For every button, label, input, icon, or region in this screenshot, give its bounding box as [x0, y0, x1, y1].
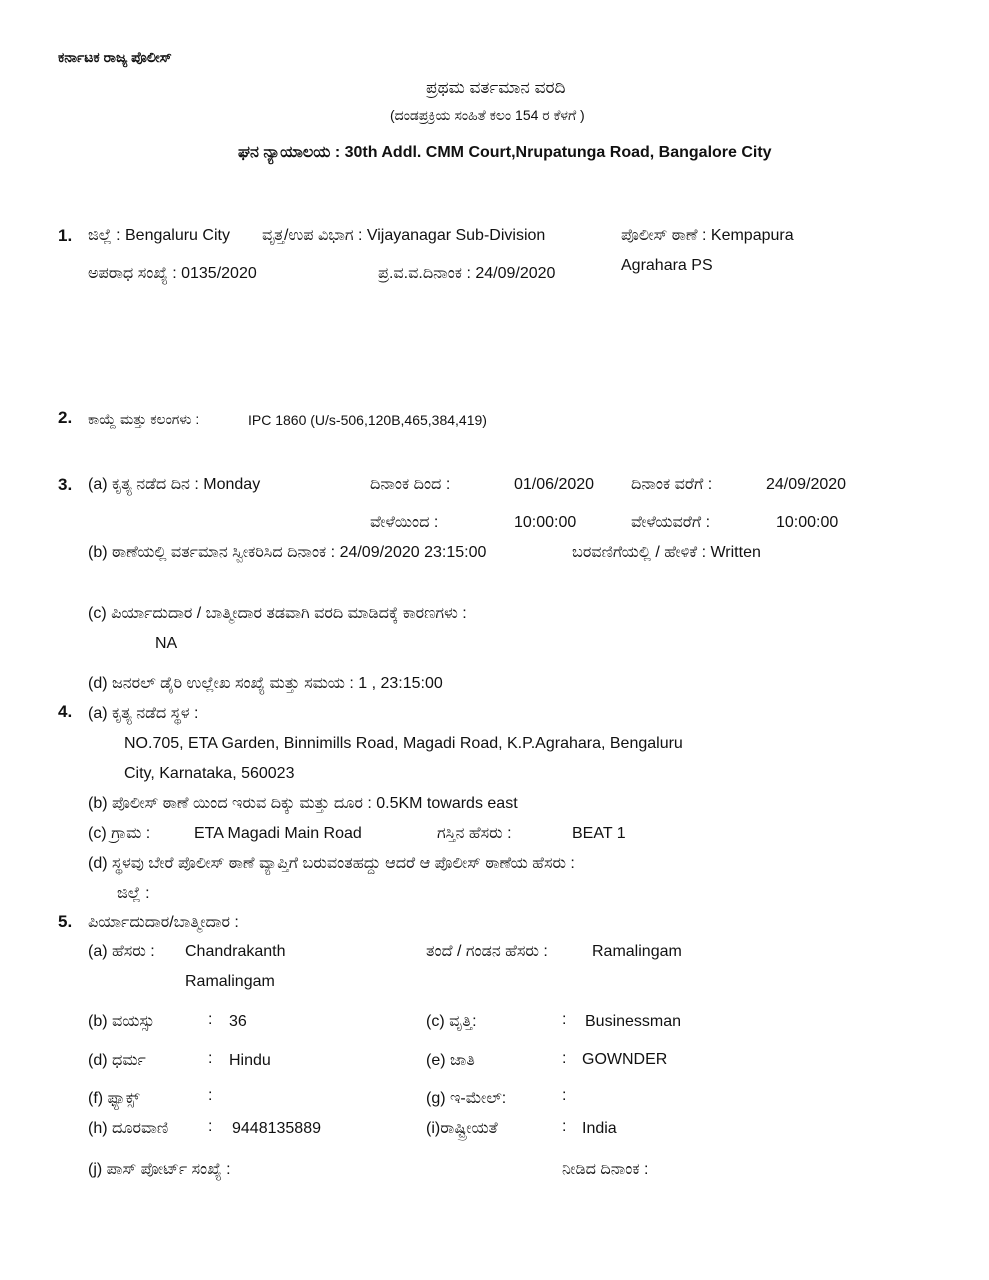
nationality-label: (i)ರಾಷ್ಟ್ರೀಯತೆ: [426, 1120, 498, 1137]
father-label: ತಂದೆ / ಗಂಡನ ಹೆಸರು :: [426, 943, 548, 960]
delay-reason-label: (c) ಪಿರ್ಯಾದುದಾರ / ಬಾತ್ಮೀದಾರ ತಡವಾಗಿ ವರದಿ ಮಾಡಿದಕ್ಕೆ ಕಾರಣಗಳು :: [88, 605, 467, 622]
section-3-number: 3.: [58, 475, 73, 494]
court-line: ಘನ ನ್ಯಾಯಾಲಯ : 30th Addl. CMM Court,Nrupatunga Road, Bangalore City: [238, 144, 772, 161]
section-5-number: 5.: [58, 912, 73, 931]
act-value: IPC 1860 (U/s-506,120B,465,384,419): [248, 412, 487, 428]
father-value: Ramalingam: [592, 943, 682, 960]
religion-label: (d) ಧರ್ಮ: [88, 1052, 146, 1069]
caste-value: GOWNDER: [582, 1051, 668, 1068]
info-mode: ಬರವಣಿಗೆಯಲ್ಲಿ / ಹೇಳಿಕೆ : Written: [572, 544, 761, 561]
org-name: ಕರ್ನಾಟಕ ರಾಜ್ಯ ಪೊಲೀಸ್: [58, 49, 172, 65]
religion-value: Hindu: [229, 1052, 271, 1069]
email-label: (g) ಇ-ಮೇಲ್:: [426, 1090, 507, 1107]
beat-value: BEAT 1: [572, 825, 626, 842]
name-value-2: Ramalingam: [185, 973, 275, 990]
act-label: ಕಾಯ್ದೆ ಮತ್ತು ಕಲಂಗಳು :: [88, 411, 200, 427]
direction-distance: (b) ಪೊಲೀಸ್ ಠಾಣೆ ಯಿಂದ ಇರುವ ದಿಕ್ಕು ಮತ್ತು ದೂರ : 0.5KM towards east: [88, 795, 518, 812]
village-label: (c) ಗ್ರಾಮ :: [88, 825, 151, 842]
from-time-label: ವೇಳೆಯಿಂದ :: [370, 514, 439, 531]
from-date: 01/06/2020: [514, 476, 595, 493]
address-line-1: NO.705, ETA Garden, Binnimills Road, Magadi Road, K.P.Agrahara, Bengaluru: [124, 735, 683, 752]
fax-label: (f) ಫ್ಯಾಕ್ಸ್: [88, 1090, 140, 1107]
division: ವೃತ್ತ/ಉಪ ವಿಭಾಗ : Vijayanagar Sub-Division: [262, 227, 546, 244]
document-subtitle: (ದಂಡಪ್ರಕ್ರಿಯ ಸಂಹಿತೆ ಕಲಂ 154 ರ ಕೆಳಗೆ ): [390, 107, 585, 123]
phone-value: 9448135889: [232, 1120, 321, 1137]
fir-date: ಪ್ರ.ವ.ವ.ದಿನಾಂಕ : 24/09/2020: [378, 265, 556, 282]
police-station-cont: Agrahara PS: [621, 257, 713, 274]
phone-label: (h) ದೂರವಾಣಿ: [88, 1120, 169, 1137]
section-2-number: 2.: [58, 408, 73, 427]
name-value-1: Chandrakanth: [185, 943, 286, 960]
district: ಜಿಲ್ಲೆ : Bengaluru City: [88, 227, 230, 244]
email-colon: :: [562, 1087, 567, 1104]
complainant-title: ಪಿರ್ಯಾದುದಾರ/ಬಾತ್ಮೀದಾರ :: [88, 914, 239, 931]
nationality-value: India: [582, 1120, 617, 1137]
crime-day: (a) ಕೃತ್ಯ ನಡೆದ ದಿನ : Monday: [88, 476, 261, 493]
crime-number: ಅಪರಾಧ ಸಂಖ್ಯೆ : 0135/2020: [88, 265, 257, 282]
to-date-label: ದಿನಾಂಕ ವರೆಗೆ :: [631, 476, 713, 493]
beat-label: ಗಸ್ತಿನ ಹೆಸರು :: [437, 825, 512, 842]
to-date: 24/09/2020: [766, 476, 847, 493]
info-received: (b) ಠಾಣೆಯಲ್ಲಿ ವರ್ತಮಾನ ಸ್ವೀಕರಿಸಿದ ದಿನಾಂಕ : 24/09/2020 23:15:00: [88, 544, 487, 561]
religion-colon: :: [208, 1050, 213, 1067]
other-station-label: (d) ಸ್ಥಳವು ಬೇರೆ ಪೊಲೀಸ್ ಠಾಣೆ ವ್ಯಾಪ್ತಿಗೆ ಬರುವಂತಹದ್ದು ಆದರೆ ಆ ಪೊಲೀಸ್ ಠಾಣೆಯ ಹೆಸರು :: [88, 855, 575, 872]
occupation-colon: :: [562, 1011, 567, 1028]
document-title: ಪ್ರಥಮ ವರ್ತಮಾನ ವರದಿ: [426, 78, 566, 97]
caste-colon: :: [562, 1050, 567, 1067]
section-4-number: 4.: [58, 702, 73, 721]
age-label: (b) ವಯಸ್ಸು: [88, 1013, 155, 1030]
to-time-label: ವೇಳೆಯವರೆಗೆ :: [631, 514, 711, 531]
delay-reason-value: NA: [155, 635, 178, 652]
from-time: 10:00:00: [514, 514, 577, 531]
place-label: (a) ಕೃತ್ಯ ನಡೆದ ಸ್ಥಳ :: [88, 705, 199, 722]
section-1-number: 1.: [58, 226, 73, 245]
other-district-label: ಜಿಲ್ಲೆ :: [117, 885, 150, 902]
to-time: 10:00:00: [776, 514, 839, 531]
general-diary: (d) ಜನರಲ್ ಡೈರಿ ಉಲ್ಲೇಖ ಸಂಖ್ಯೆ ಮತ್ತು ಸಮಯ : 1 , 23:15:00: [88, 675, 443, 692]
issued-date-label: ನೀಡಿದ ದಿನಾಂಕ :: [562, 1161, 649, 1178]
occupation-label: (c) ವೃತ್ತಿ:: [426, 1013, 477, 1030]
police-station: ಪೊಲೀಸ್ ಠಾಣೆ : Kempapura: [621, 227, 794, 244]
age-colon: :: [208, 1011, 213, 1028]
address-line-2: City, Karnataka, 560023: [124, 765, 295, 782]
phone-colon: :: [208, 1118, 213, 1135]
occupation-value: Businessman: [585, 1013, 682, 1030]
age-value: 36: [229, 1013, 247, 1030]
name-label: (a) ಹೆಸರು :: [88, 943, 155, 960]
caste-label: (e) ಜಾತಿ: [426, 1052, 475, 1069]
village-value: ETA Magadi Main Road: [194, 825, 362, 842]
passport-label: (j) ಪಾಸ್ ಪೋರ್ಟ್ ಸಂಖ್ಯೆ :: [88, 1161, 231, 1178]
nationality-colon: :: [562, 1118, 567, 1135]
fax-colon: :: [208, 1087, 213, 1104]
from-date-label: ದಿನಾಂಕ ದಿಂದ :: [370, 476, 451, 493]
